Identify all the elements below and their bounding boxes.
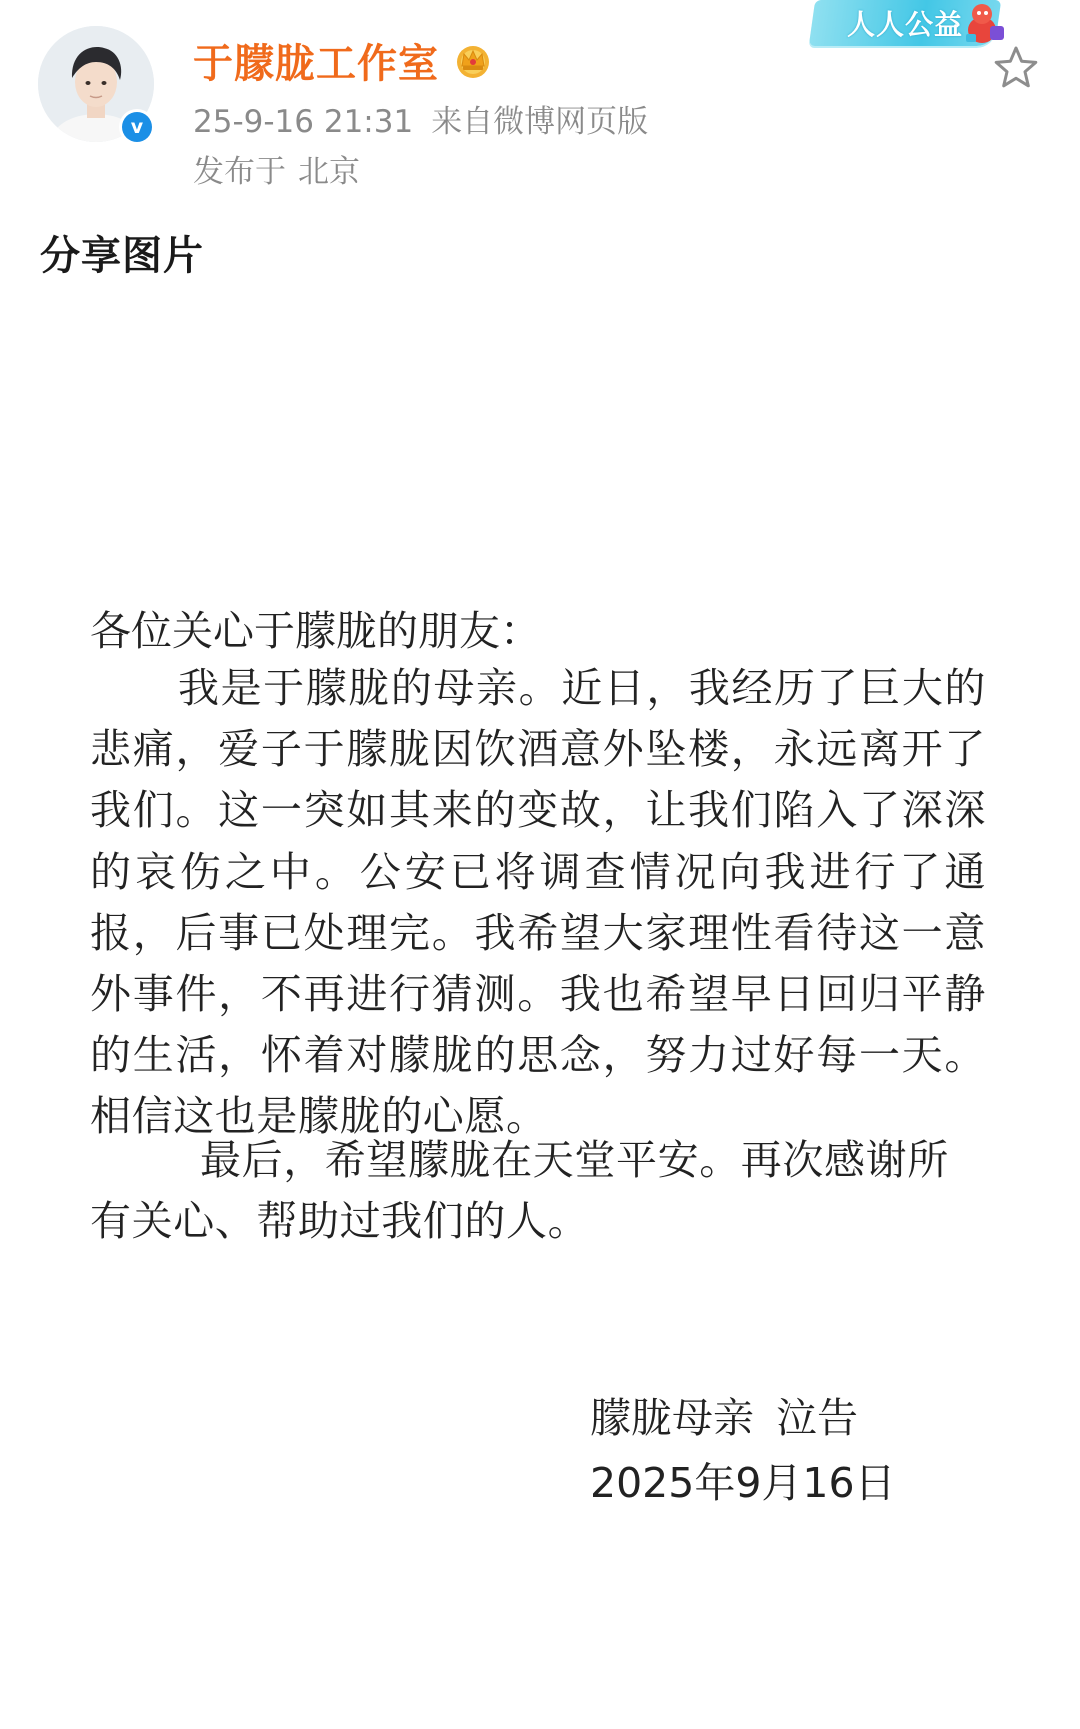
- letter-signer: 朦胧母亲: [590, 1394, 754, 1442]
- location-label: 发布于: [193, 154, 286, 190]
- post-meta: [193, 96, 648, 141]
- star-icon[interactable]: [990, 42, 1042, 94]
- mascot-icon: [960, 0, 1008, 46]
- post-location: [193, 146, 360, 191]
- shared-image[interactable]: [0, 300, 1080, 1729]
- post-timestamp[interactable]: 25-9-16 21:31: [193, 104, 414, 140]
- verified-badge: [119, 109, 155, 145]
- crown-icon[interactable]: [451, 40, 495, 80]
- letter-greeting: 各位关心于朦胧的朋友：: [90, 607, 541, 655]
- location-value: 北京: [298, 154, 360, 190]
- post-text: 分享图片: [40, 233, 204, 279]
- letter-body: 我是于朦胧的母亲。近日，我经历了巨大的悲痛，爱子于朦胧因饮酒意外坠楼，永远离开了我们。这一突如其来的变故，让我们陷入了深深的哀伤之中。公安已将调查情况向我进行了通报，后事已处理完。我希望大家理性看待这一意外事件，不再进行猜测。我也希望早日回归平静的生活，怀着对朦胧的思念，努力过好每一天。相信这也是朦胧的心愿。: [90, 664, 986, 1141]
- letter-date: 2025年9月16日: [590, 1459, 896, 1507]
- username-row: [193, 34, 495, 86]
- letter-closing: 最后，希望朦胧在天堂平安。再次感谢所有关心、帮助过我们的人。: [90, 1136, 949, 1246]
- letter-signature: [590, 1385, 858, 1444]
- verified-icon: v: [122, 112, 152, 142]
- post-source: 来自微博网页版: [431, 104, 649, 140]
- letter-sign-verb: 泣告: [776, 1394, 858, 1442]
- charity-badge-label: 人人公益: [846, 8, 963, 41]
- username[interactable]: 于朦胧工作室: [193, 40, 439, 87]
